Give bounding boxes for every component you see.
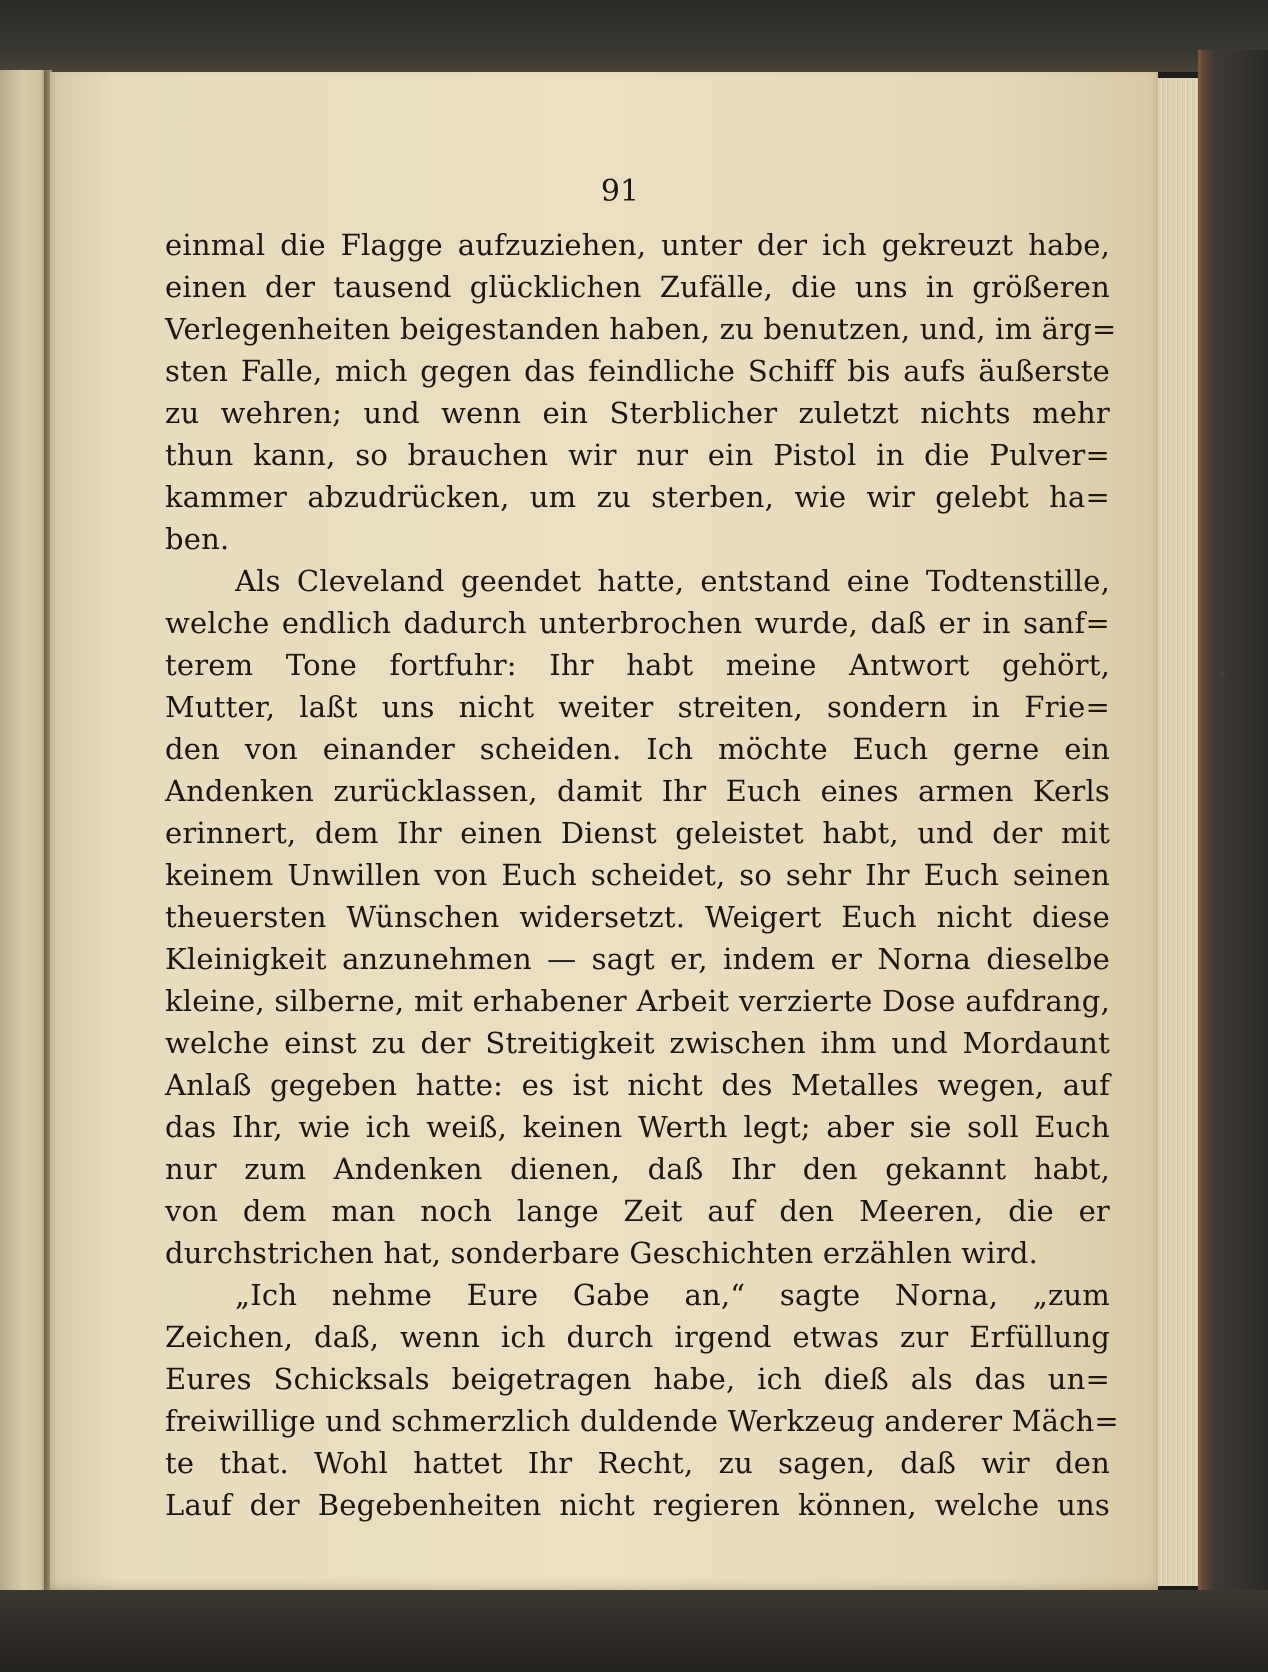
text-line: Lauf der Begebenheiten nicht regieren können, welche uns <box>165 1488 1110 1522</box>
text-line: das Ihr, wie ich weiß, keinen Werth legt; aber sie soll Euch <box>165 1110 1110 1144</box>
text-line: den von einander scheiden. Ich möchte Euch gerne ein <box>165 732 1110 766</box>
text-line: Eures Schicksals beigetragen habe, ich dieß als das un= <box>165 1362 1110 1396</box>
text-line: Kleinigkeit anzunehmen — sagt er, indem er Norna dieselbe <box>165 942 1110 976</box>
paragraph-start: „Ich nehme Eure Gabe an,“ sagte Norna, „zum <box>235 1278 1110 1312</box>
text-line: kammer abzudrücken, um zu sterben, wie wir gelebt ha= <box>165 480 1110 514</box>
text-line: von dem man noch lange Zeit auf den Meeren, die er <box>165 1194 1110 1228</box>
text-line: theuersten Wünschen widersetzt. Weigert Euch nicht diese <box>165 900 1110 934</box>
page-edges <box>1158 78 1200 1586</box>
text-line: zu wehren; und wenn ein Sterblicher zuletzt nichts mehr <box>165 396 1110 430</box>
text-line: einmal die Flagge aufzuziehen, unter der ich gekreuzt habe, <box>165 228 1110 262</box>
text-line: Andenken zurücklassen, damit Ihr Euch eines armen Kerls <box>165 774 1110 808</box>
book-page <box>50 72 1158 1594</box>
text-line: erinnert, dem Ihr einen Dienst geleistet habt, und der mit <box>165 816 1110 850</box>
bottom-shadow <box>0 1590 1268 1672</box>
text-line: keinem Unwillen von Euch scheidet, so sehr Ihr Euch seinen <box>165 858 1110 892</box>
book-cover <box>1198 50 1268 1610</box>
text-line: te that. Wohl hattet Ihr Recht, zu sagen, daß wir den <box>165 1446 1110 1480</box>
text-line: ben. <box>165 522 230 556</box>
left-page-edge <box>0 70 48 1600</box>
text-line: nur zum Andenken dienen, daß Ihr den gekannt habt, <box>165 1152 1110 1186</box>
page-number: 91 <box>600 174 640 209</box>
text-line: thun kann, so brauchen wir nur ein Pistol in die Pulver= <box>165 438 1110 472</box>
text-line: freiwillige und schmerzlich duldende Werkzeug anderer Mäch= <box>165 1404 1119 1438</box>
text-line: Zeichen, daß, wenn ich durch irgend etwas zur Erfüllung <box>165 1320 1110 1354</box>
text-line: welche einst zu der Streitigkeit zwischen ihm und Mordaunt <box>165 1026 1110 1060</box>
text-line: sten Falle, mich gegen das feindliche Schiff bis aufs äußerste <box>165 354 1110 388</box>
text-line: terem Tone fortfuhr: Ihr habt meine Antwort gehört, <box>165 648 1110 682</box>
text-line: Verlegenheiten beigestanden haben, zu benutzen, und, im ärg= <box>165 312 1117 346</box>
text-line: welche endlich dadurch unterbrochen wurde, daß er in sanf= <box>165 606 1110 640</box>
paragraph-start: Als Cleveland geendet hatte, entstand eine Todtenstille, <box>235 564 1110 598</box>
text-line: Mutter, laßt uns nicht weiter streiten, sondern in Frie= <box>165 690 1110 724</box>
text-line: Anlaß gegeben hatte: es ist nicht des Metalles wegen, auf <box>165 1068 1110 1102</box>
top-shadow <box>0 0 1268 72</box>
text-line: kleine, silberne, mit erhabener Arbeit verzierte Dose aufdrang, <box>165 984 1110 1018</box>
text-line: durchstrichen hat, sonderbare Geschichten erzählen wird. <box>165 1236 1039 1270</box>
text-line: einen der tausend glücklichen Zufälle, die uns in größeren <box>165 270 1110 304</box>
